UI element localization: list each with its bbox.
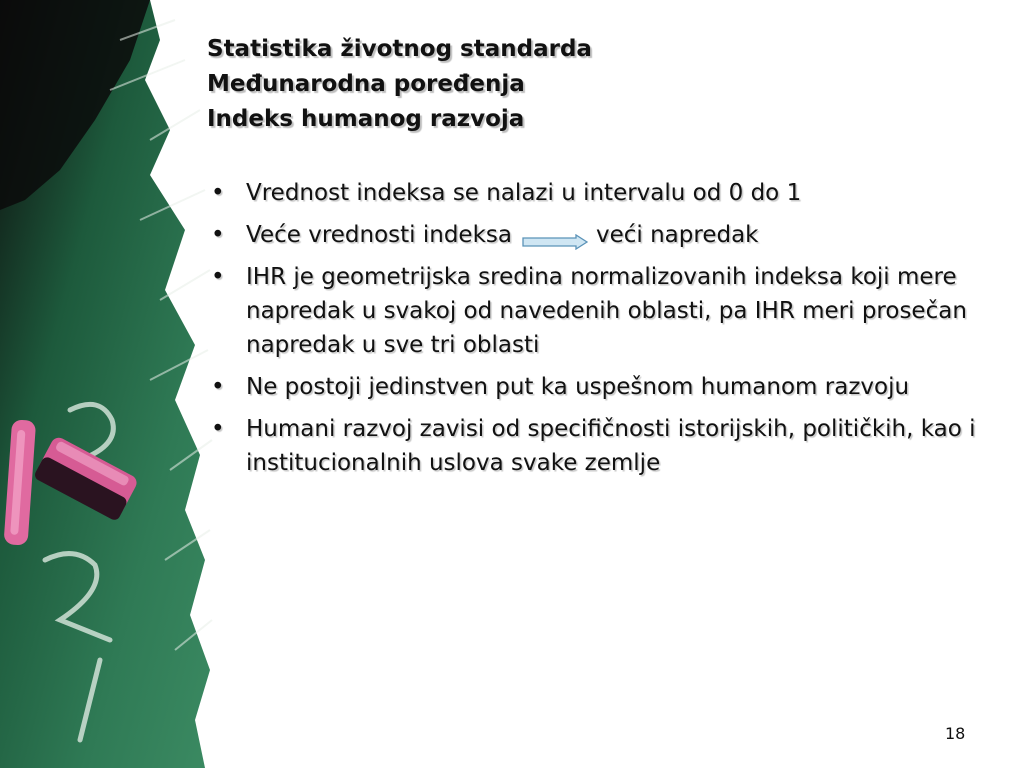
right-arrow-icon	[522, 226, 588, 242]
bullet-text: Vrednost indeksa se nalazi u intervalu od 0 do 1	[246, 180, 802, 206]
bullet-text-before: Veće vrednosti indeksa	[246, 222, 512, 248]
bullet-marker: •	[211, 222, 225, 248]
bullet-text: Humani razvoj zavisi od specifičnosti istorijskih, političkih, kao i institucionalnih uslova svake zemlje	[246, 416, 976, 476]
bullet-marker: •	[211, 374, 225, 400]
bullet-text: Ne postoji jedinstven put ka uspešnom humanom razvoju	[246, 374, 910, 400]
title-line-1: Statistika životnog standarda	[207, 36, 592, 62]
bullet-marker: •	[211, 180, 225, 206]
list-item	[207, 412, 997, 480]
title-line-2: Međunarodna poređenja	[207, 71, 525, 97]
bullet-text: IHR je geometrijska sredina normalizovanih indeksa koji mere napredak u svakoj od navedenih oblasti, pa IHR meri prosečan napredak u sve tri oblasti	[246, 264, 967, 358]
page-number: 18	[945, 724, 966, 743]
bullet-marker: •	[211, 416, 225, 442]
bullet-text-after: veći napredak	[595, 222, 759, 248]
list-item	[207, 260, 997, 362]
list-item	[207, 370, 997, 404]
slide-title	[207, 32, 907, 137]
title-line-3: Indeks humanog razvoja	[207, 106, 525, 132]
list-item	[207, 218, 997, 252]
list-item	[207, 176, 997, 210]
bullet-marker: •	[211, 264, 225, 290]
bullet-list	[207, 176, 997, 488]
chalkboard-art	[0, 0, 215, 768]
